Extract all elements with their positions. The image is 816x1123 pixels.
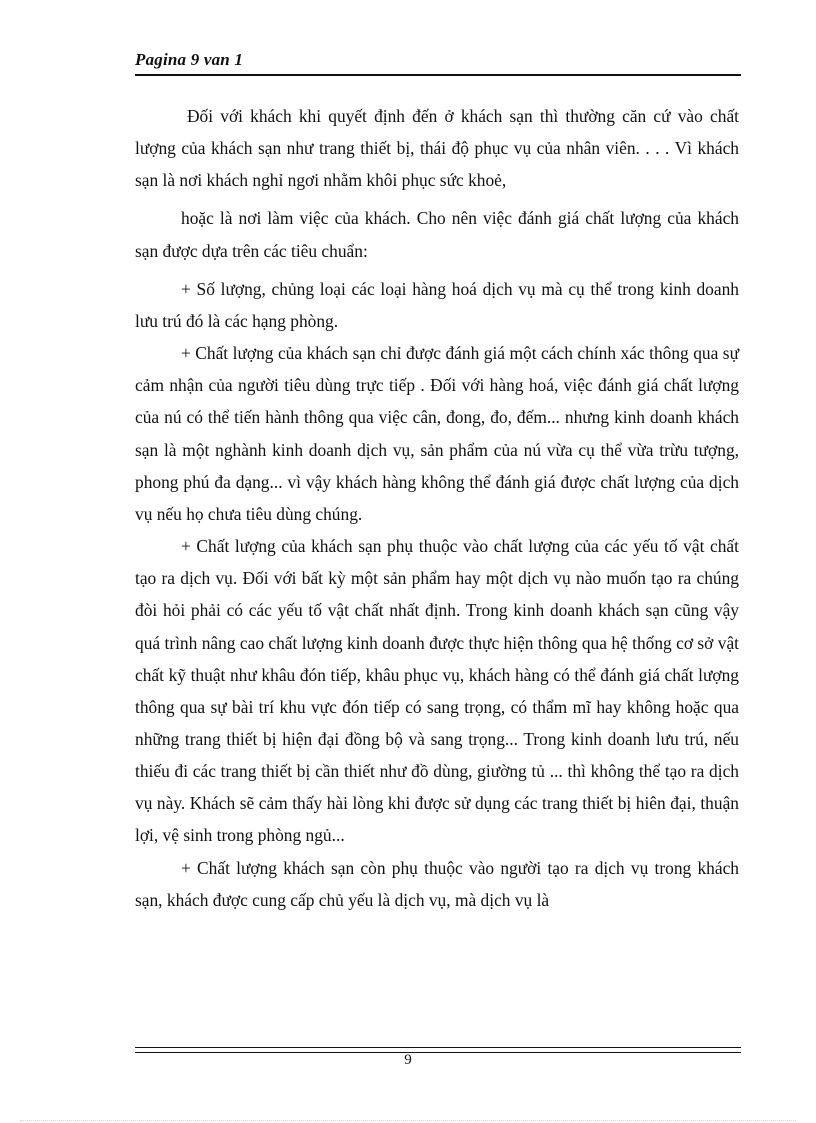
paragraph-criterion-2: + Chất lượng của khách sạn chỉ được đánh giá một cách chính xác thông qua sự cảm nhận của người tiêu dùng trực tiếp . Đối với hàng hoá, việc đánh giá chất lượng của nú có thể tiến hành thông qua việc cân, đong, đo, đếm... nhưng kinh doanh khách sạn là một nghành kinh doanh dịch vụ, sản phẩm của nú vừa cụ thể vừa trừu tượng, phong phú đa dạng... vì vậy khách hàng không thể đánh giá được chất lượng của dịch vụ nếu họ chưa tiêu dùng chúng. xyxy=(135,343,739,524)
page-edge-divider xyxy=(20,1120,796,1121)
page-number: 9 xyxy=(404,1052,412,1068)
body-text xyxy=(135,100,739,916)
paragraph-criterion-4: + Chất lượng khách sạn còn phụ thuộc vào người tạo ra dịch vụ trong khách sạn, khách được cung cấp chủ yếu là dịch vụ, mà dịch vụ là xyxy=(135,857,739,910)
header-title: Pagina 9 van 1 xyxy=(135,50,244,69)
page-header xyxy=(135,48,741,76)
paragraph-criteria-intro: hoặc là nơi làm việc của khách. Cho nên việc đánh giá chất lượng của khách sạn được dựa trên các tiêu chuẩn: xyxy=(135,208,739,261)
paragraph-criterion-1: + Số lượng, chủng loại các loại hàng hoá dịch vụ mà cụ thể trong kinh doanh lưu trú đó là các hạng phòng. xyxy=(135,278,739,331)
paragraph-intro: Đối với khách khi quyết định đến ở khách sạn thì thường căn cứ vào chất lượng của khách sạn như trang thiết bị, thái độ phục vụ của nhân viên. . . . Vì khách sạn là nơi khách nghỉ ngơi nhằm khôi phục sức khoẻ, xyxy=(135,106,739,191)
paragraph-criterion-3: + Chất lượng của khách sạn phụ thuộc vào chất lượng của các yếu tố vật chất tạo ra dịch vụ. Đối với bất kỳ một sản phẩm hay một dịch vụ nào muốn tạo ra chúng đòi hỏi phải có các yếu tố vật chất nhất định. Trong kinh doanh khách sạn cũng vậy quá trình nâng cao chất lượng kinh doanh được thực hiện thông qua hệ thống cơ sở vật chất kỹ thuật như khâu đón tiếp, khâu phục vụ, khách hàng có thể đánh giá chất lượng thông qua sự bài trí khu vực đón tiếp có sang trọng, có thẩm mĩ hay không hoặc qua những trang thiết bị hiện đại đồng bộ và sang trọng... Trong kinh doanh lưu trú, nếu thiếu đi các trang thiết bị cần thiết như đồ dùng, giường tủ ... thì không thể tạo ra dịch vụ này. Khách sẽ cảm thấy hài lòng khi được sử dụng các trang thiết bị hiên đại, thuận lợi, vệ sinh trong phòng ngủ... xyxy=(135,536,739,846)
